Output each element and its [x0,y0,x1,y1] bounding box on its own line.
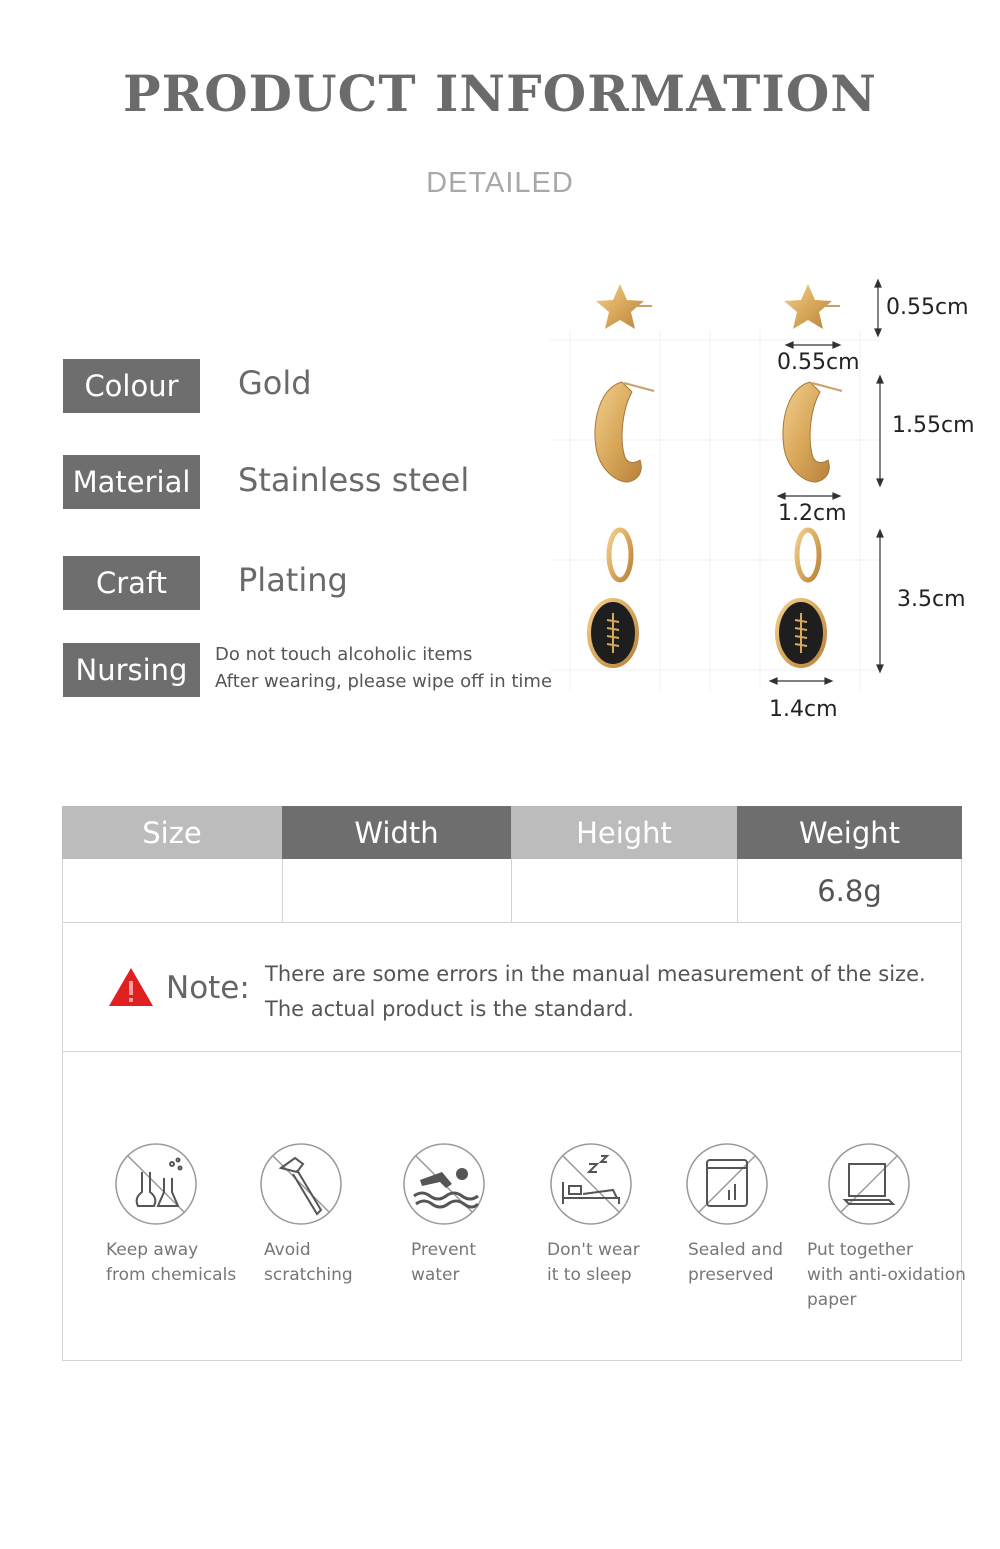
material-label: Material [63,455,200,509]
nursing-line-1: Do not touch alcoholic items [215,644,473,665]
colour-label: Colour [63,359,200,413]
size-table-header [62,806,962,859]
care-text-water: Prevent water [411,1240,476,1285]
care-text-sleep: Don't wear it to sleep [547,1240,640,1285]
twisted-hoop-left [595,382,641,482]
no-scratch-hammer-icon [259,1142,343,1226]
drop-width-measure: 1.4cm [769,697,838,722]
no-chemicals-icon [114,1142,198,1226]
size-cell [63,859,283,922]
note-line-2: The actual product is the standard. [265,997,634,1021]
height-cell [512,859,738,922]
note-text [265,957,926,1027]
right-earring-set [777,284,842,666]
no-sleep-icon [549,1142,633,1226]
small-hoop-right [797,530,819,580]
twisted-hoop-right [783,382,829,482]
care-text-scratching: Avoid scratching [264,1240,353,1285]
note-label: Note: [166,970,250,1006]
size-table-row [62,859,962,923]
hoop-height-measure: 1.55cm [892,413,975,438]
height-header: Height [511,806,737,859]
nursing-line-2: After wearing, please wipe off in time [215,671,553,692]
size-table [62,806,962,923]
note-line-1: There are some errors in the manual measurement of the size. [265,962,926,986]
warning-triangle-icon [107,966,155,1008]
earrings-product-image [540,270,1000,730]
sealed-bag-icon [685,1142,769,1226]
craft-value: Plating [238,561,348,599]
no-swimming-icon [402,1142,486,1226]
colour-value: Gold [238,364,312,402]
nursing-label: Nursing [63,643,200,697]
small-hoop-left [609,530,631,580]
star-width-measure: 0.55cm [777,350,860,375]
drop-height-measure: 3.5cm [897,587,966,612]
care-text-sealed: Sealed and preserved [688,1240,784,1285]
width-cell [283,859,512,922]
care-text-paper: Put together with anti-oxidation paper [807,1240,966,1310]
size-header: Size [62,806,282,859]
care-text-chemicals: Keep away from chemicals [106,1240,237,1285]
width-header: Width [282,806,511,859]
weight-cell: 6.8g [817,873,882,908]
craft-label: Craft [63,556,200,610]
anti-oxidation-paper-icon [827,1142,911,1226]
hoop-width-measure: 1.2cm [778,501,847,526]
nursing-text [215,641,552,695]
star-height-measure: 0.55cm [886,295,969,320]
weight-header: Weight [737,806,962,859]
material-value: Stainless steel [238,461,470,499]
page-subtitle: DETAILED [426,167,574,199]
page-title: PRODUCT INFORMATION [122,64,878,123]
left-earring-set [589,284,654,666]
